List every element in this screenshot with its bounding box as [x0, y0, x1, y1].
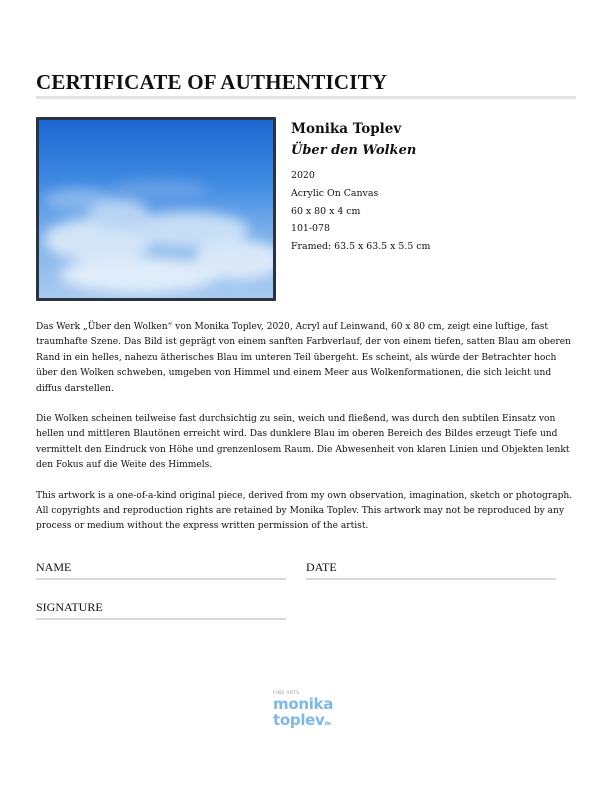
artwork-year: 2020	[291, 170, 315, 181]
artwork-catalog-number: 101-078	[291, 223, 330, 235]
name-label: NAME	[36, 560, 72, 574]
copyright-statement: This artwork is a one-of-a-kind original piece, derived from my own observation, imagination, sketch or photograph. All copyrights and reproduction rights are retained by Monika Toplev. This artwork may not be reproduced by any process or medium without the express written permission of the artist.	[36, 490, 573, 532]
logo-tagline: FINE ARTS	[273, 691, 300, 696]
description-paragraph-2: Die Wolken scheinen teilweise fast durchsichtig zu sein, weich und fließend, was durch den subtilen Einsatz von hellen und mittleren Blautönen erreicht wird. Das dunklere Blau im oberen Bereich des Bildes erzeugt Tiefe und vermittelt den Eindruck von Höhe und grenzenlosem Raum. Die Abwesenheit von klaren Linien und Objekten lenkt den Fokus auf die Weite des Himmels.	[36, 414, 570, 471]
artwork-title: Über den Wolken	[291, 143, 417, 158]
logo-line-2-text: toplev	[273, 711, 325, 729]
date-label: DATE	[306, 560, 337, 574]
artist-name: Monika Toplev	[291, 121, 402, 137]
description-paragraph-1: Das Werk „Über den Wolken“ von Monika Toplev, 2020, Acryl auf Leinwand, 60 x 80 cm, zeigt eine luftige, fast traumhafte Szene. Das Bild ist geprägt von einem sanften Farbverlauf, der von einem tiefen, satten Blau am oberen Rand in ein helles, nahezu ätherisches Blau im unteren Teil übergeht. Es scheint, als würde der Betrachter hoch über den Wolken schweben, umgeben von Himmel und einem Meer aus Wolkenformationen, die sich leicht und diffus darstellen.	[36, 322, 571, 394]
artwork-framed-size: Framed: 63.5 x 63.5 x 5.5 cm	[291, 241, 431, 253]
date-line[interactable]	[306, 578, 556, 580]
logo-line-1: monika	[273, 695, 334, 713]
painting-sky-clouds	[39, 120, 273, 298]
title-divider	[36, 96, 576, 99]
signature-label: SIGNATURE	[36, 600, 103, 614]
artist-logo	[273, 691, 337, 735]
artwork-info	[291, 121, 576, 256]
artwork-image	[36, 117, 276, 301]
logo-line-2	[273, 712, 337, 732]
description	[36, 320, 576, 550]
logo-suffix: de	[324, 721, 331, 727]
artwork-dimensions: 60 x 80 x 4 cm	[291, 205, 361, 217]
name-line[interactable]	[36, 578, 286, 580]
certificate-title: CERTIFICATE OF AUTHENTICITY	[36, 70, 388, 94]
signature-line[interactable]	[36, 618, 286, 620]
artwork-medium: Acrylic On Canvas	[291, 187, 379, 199]
